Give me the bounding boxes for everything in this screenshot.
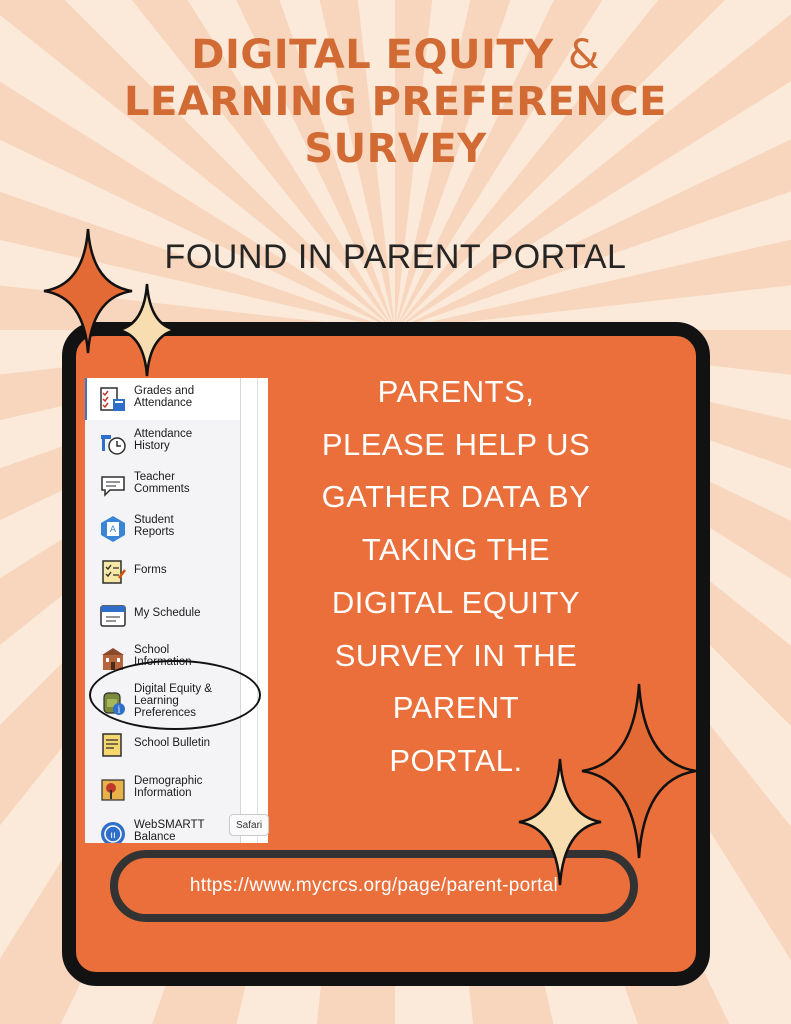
sparkle-cream-bottom-icon <box>517 757 603 887</box>
parent-message: PARENTS, PLEASE HELP US GATHER DATA BY TAKING THE DIGITAL EQUITY SURVEY IN THE PARENT PORTAL. <box>321 374 591 778</box>
highlight-circle <box>89 660 261 730</box>
menu-item-school-bulletin[interactable] <box>85 726 240 766</box>
portal-link[interactable]: https://www.mycrcs.org/page/parent-portal <box>110 850 638 922</box>
menu-item-label: Demographic Information <box>134 775 203 799</box>
demographic-icon <box>99 776 127 804</box>
svg-text:i: i <box>117 705 121 716</box>
title-line2: LEARNING PREFERENCE <box>123 79 668 125</box>
menu-item-label: Forms <box>134 564 167 576</box>
menu-item-my-schedule[interactable] <box>85 596 240 636</box>
svg-text:A: A <box>109 525 117 535</box>
bulletin-icon <box>99 731 127 759</box>
title-ampersand: & <box>568 32 600 78</box>
balance-icon <box>99 820 127 843</box>
portal-menu-screenshot <box>85 378 268 843</box>
safari-tab-label: Safari <box>229 814 269 836</box>
menu-item-student-reports[interactable] <box>85 510 240 550</box>
page-title <box>0 32 791 173</box>
menu-item-label: School Bulletin <box>134 737 211 749</box>
grades-icon <box>99 386 127 414</box>
title-line3: SURVEY <box>304 126 487 172</box>
forms-icon <box>99 558 127 586</box>
svg-text:ıı: ıı <box>110 830 116 841</box>
attendance-history-icon <box>99 429 127 457</box>
menu-item-websmartt-balance[interactable] <box>85 815 240 843</box>
menu-item-demographic-information[interactable] <box>85 771 240 811</box>
menu-item-label: My Schedule <box>134 607 201 619</box>
menu-item-label: Digital Equity & Learning Preferences <box>134 683 212 719</box>
gutter-divider <box>257 378 258 843</box>
student-reports-icon <box>99 515 127 543</box>
menu-item-label: WebSMARTT Balance <box>134 819 205 843</box>
menu-item-attendance-history[interactable] <box>85 424 240 464</box>
menu-item-grades-attendance[interactable] <box>85 381 240 421</box>
comment-bubble-icon <box>99 472 127 500</box>
sparkle-cream-small-icon <box>116 282 178 378</box>
menu-item-label: School Information <box>134 644 192 668</box>
menu-item-label: Attendance History <box>134 428 193 452</box>
menu-item-label: Grades and Attendance <box>134 385 195 409</box>
menu-item-forms[interactable] <box>85 553 240 593</box>
subtitle: FOUND IN PARENT PORTAL <box>164 238 627 276</box>
menu-item-label: Teacher Comments <box>134 471 190 495</box>
menu-item-label: Student Reports <box>134 514 175 538</box>
menu-item-teacher-comments[interactable] <box>85 467 240 507</box>
content-gutter <box>240 378 268 843</box>
calendar-icon <box>99 601 127 629</box>
title-line1: DIGITAL EQUITY <box>191 32 554 78</box>
